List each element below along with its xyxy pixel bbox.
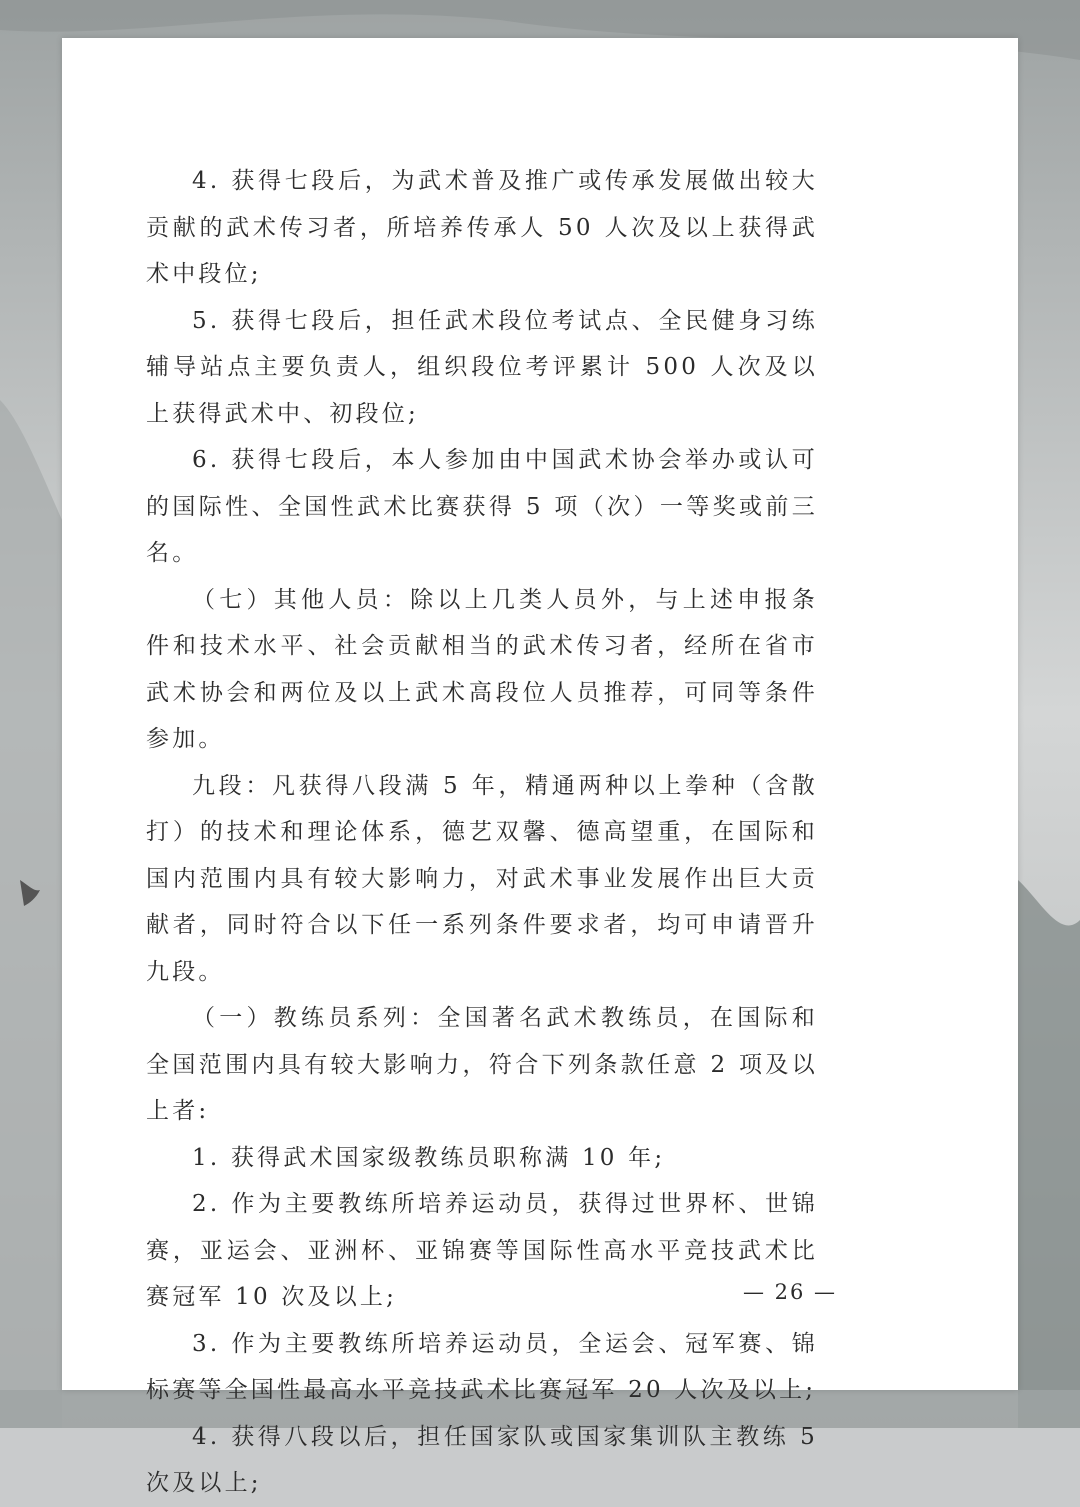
paragraph: （七）其他人员：除以上几类人员外，与上述申报条件和技术水平、社会贡献相当的武术传习者，经所在省市武术协会和两位及以上武术高段位人员推荐，可同等条件参加。 <box>146 586 818 752</box>
paragraph: 九段：凡获得八段满 5 年，精通两种以上拳种（含散打）的技术和理论体系，德艺双馨、德高望重，在国际和国内范围内具有较大影响力，对武术事业发展作出巨大贡献者，同时符合以下任一系列条件要求者，均可申请晋升九段。 <box>146 772 818 985</box>
paragraph: 4. 获得七段后，为武术普及推广或传承发展做出较大贡献的武术传习者，所培养传承人 50 人次及以上获得武术中段位; <box>146 168 818 287</box>
paragraph: 2. 作为主要教练所培养运动员，获得过世界杯、世锦赛，亚运会、亚洲杯、亚锦赛等国际性高水平竞技武术比赛冠军 10 次及以上; <box>146 1191 818 1310</box>
page-number: — 26 — <box>742 1280 838 1304</box>
paragraph: （一）教练员系列：全国著名武术教练员，在国际和全国范围内具有较大影响力，符合下列条款任意 2 项及以上者: <box>146 1005 818 1124</box>
paragraph: 6. 获得七段后，本人参加由中国武术协会举办或认可的国际性、全国性武术比赛获得 5 项（次）一等奖或前三名。 <box>146 447 818 566</box>
paragraph: 3. 作为主要教练所培养运动员，全运会、冠军赛、锦标赛等全国性最高水平竞技武术比赛冠军 20 人次及以上; <box>146 1330 818 1403</box>
paragraph: 1. 获得武术国家级教练员职称满 10 年; <box>192 1144 666 1171</box>
paragraph: 5. 获得七段后，担任武术段位考试点、全民健身习练辅导站点主要负责人，组织段位考评累计 500 人次及以上获得武术中、初段位; <box>146 307 818 427</box>
paragraph: 4. 获得八段以后，担任国家队或国家集训队主教练 5 次及以上; <box>146 1423 818 1496</box>
document-body <box>146 158 818 1507</box>
